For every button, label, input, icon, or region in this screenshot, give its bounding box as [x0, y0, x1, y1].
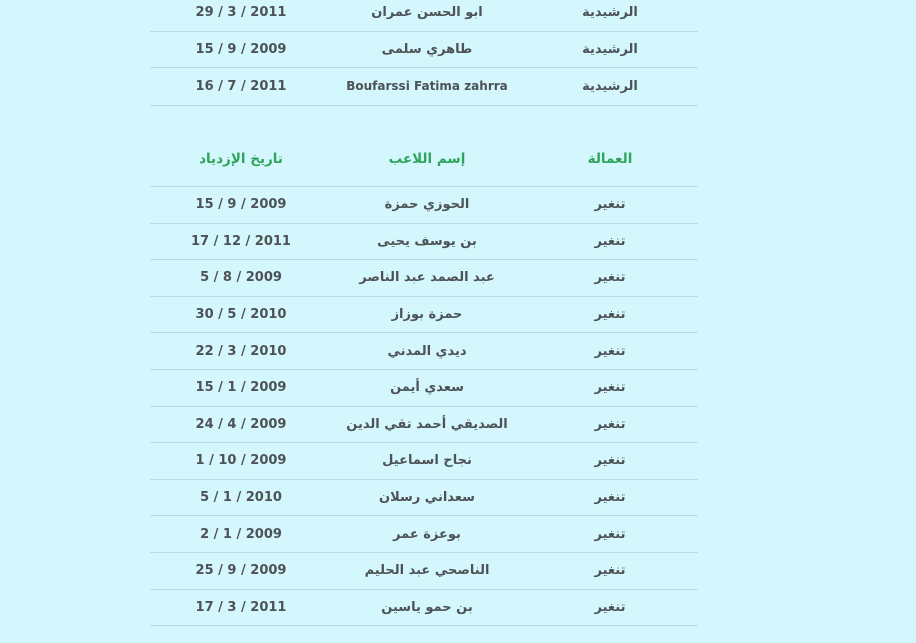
region-cell: تنغير — [594, 343, 626, 359]
table-row — [150, 260, 698, 297]
table-row — [150, 553, 698, 590]
birth-date-cell: 1 / 10 / 2009 — [195, 453, 287, 469]
birth-date-cell: 16 / 7 / 2011 — [195, 78, 287, 94]
region-cell: تنغير — [594, 599, 626, 615]
table-row — [150, 370, 698, 407]
player-name-cell: ابو الحسن عمران — [371, 5, 483, 21]
table-row — [150, 187, 698, 224]
player-name-cell: الصديقي أحمد تقي الدين — [346, 416, 508, 432]
header-region: العمالة — [587, 151, 633, 167]
region-cell: تنغير — [594, 416, 626, 432]
player-name-cell: حمزة بوزاز — [391, 307, 463, 323]
player-name-cell: نجاح اسماعيل — [382, 453, 472, 469]
birth-date-cell: 5 / 1 / 2010 — [200, 490, 282, 506]
player-name-cell: عبد الصمد عبد الناصر — [359, 270, 495, 286]
table-row — [150, 480, 698, 517]
region-cell: تنغير — [594, 563, 626, 579]
birth-date-cell: 29 / 3 / 2011 — [195, 5, 287, 21]
region-cell: تنغير — [594, 453, 626, 469]
region-cell: الرشيدية — [582, 78, 638, 94]
table-row — [150, 333, 698, 370]
player-name-cell: سعداني رسلان — [379, 490, 475, 506]
birth-date-cell: 5 / 8 / 2009 — [200, 270, 282, 286]
birth-date-cell: 30 / 5 / 2010 — [195, 307, 287, 323]
region-cell: الرشيدية — [582, 5, 638, 21]
table-row — [150, 407, 698, 444]
player-name-cell: بوعزة عمر — [393, 526, 461, 542]
birth-date-cell: 22 / 3 / 2010 — [195, 343, 287, 359]
table-header-row — [150, 132, 698, 187]
region-cell: تنغير — [594, 490, 626, 506]
player-name-cell: بن يوسف يحيى — [377, 233, 477, 249]
player-name-cell: Boufarssi Fatima zahrra — [346, 79, 508, 94]
bottom-divider — [150, 105, 698, 106]
table-row — [150, 32, 698, 69]
region-cell: تنغير — [594, 233, 626, 249]
birth-date-cell: 15 / 1 / 2009 — [195, 380, 287, 396]
region-cell: تنغير — [594, 270, 626, 286]
region-cell: تنغير — [594, 197, 626, 213]
birth-date-cell: 17 / 3 / 2011 — [195, 599, 287, 615]
player-name-cell: طاهري سلمى — [381, 41, 473, 57]
table-row — [150, 443, 698, 480]
table-row — [150, 590, 698, 627]
region-cell: تنغير — [594, 380, 626, 396]
birth-date-cell: 24 / 4 / 2009 — [195, 416, 287, 432]
player-name-cell: بن حمو ياسين — [381, 599, 473, 615]
birth-date-cell: 25 / 9 / 2009 — [195, 563, 287, 579]
table-row — [150, 68, 698, 105]
birth-date-cell: 15 / 9 / 2009 — [195, 197, 287, 213]
table-row — [150, 224, 698, 261]
region-cell: الرشيدية — [582, 41, 638, 57]
header-player-name: إسم اللاعب — [388, 151, 466, 167]
birth-date-cell: 15 / 9 / 2009 — [195, 41, 287, 57]
table-row — [150, 516, 698, 553]
tinghir-players-table — [150, 132, 698, 626]
region-cell: تنغير — [594, 307, 626, 323]
region-cell: تنغير — [594, 526, 626, 542]
player-name-cell: سعدي أيمن — [390, 380, 464, 396]
header-birth-date: تاريخ الإزدياد — [199, 151, 283, 167]
player-name-cell: الناصحي عبد الحليم — [364, 563, 490, 579]
table-row — [150, 0, 698, 32]
table-row — [150, 297, 698, 334]
player-name-cell: الحوزي حمزة — [384, 197, 470, 213]
birth-date-cell: 17 / 12 / 2011 — [191, 233, 291, 249]
top-players-table — [150, 0, 698, 106]
birth-date-cell: 2 / 1 / 2009 — [200, 526, 282, 542]
player-name-cell: ديدي المدني — [387, 343, 467, 359]
